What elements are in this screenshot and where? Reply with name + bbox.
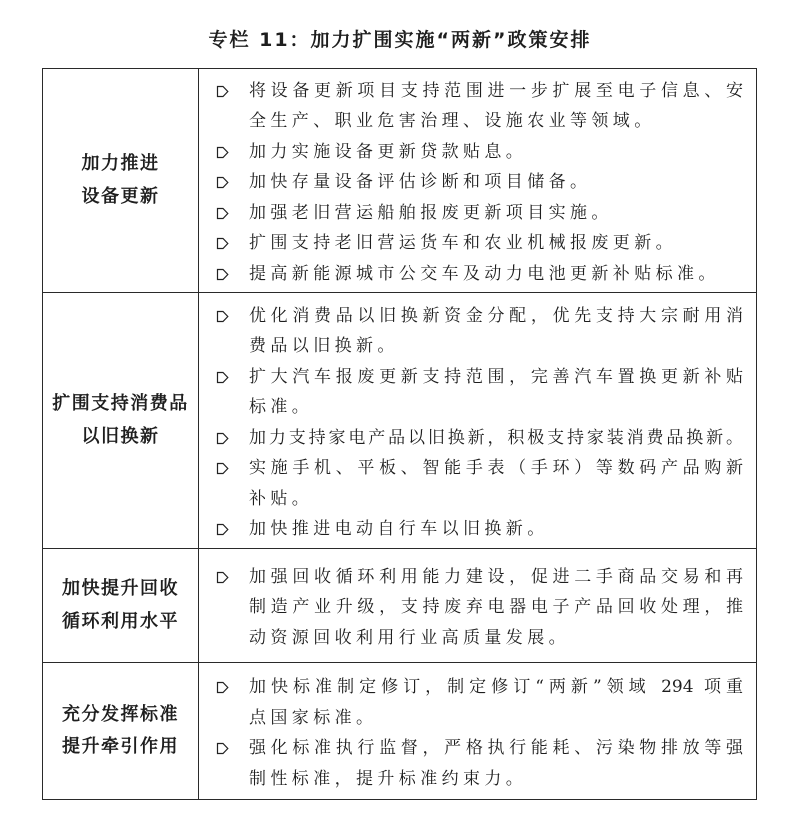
measure-item xyxy=(199,167,756,198)
arrow-bullet-icon xyxy=(216,268,229,281)
category-label-line: 加快提升回收 xyxy=(62,578,179,599)
measure-text-line: 扩围支持老旧营运货车和农业机械报废更新。 xyxy=(249,233,677,254)
arrow-bullet-icon xyxy=(216,176,229,189)
row-category-cell xyxy=(43,69,199,292)
measure-text-line: 提高新能源城市公交车及动力电池更新补贴标准。 xyxy=(249,263,720,284)
table-row xyxy=(43,69,756,292)
category-label-line: 循环利用水平 xyxy=(62,610,179,632)
arrow-bullet-icon xyxy=(216,310,229,323)
table-row xyxy=(43,292,756,548)
arrow-bullet-icon xyxy=(216,571,229,584)
measure-text-line: 标准。 xyxy=(249,397,314,417)
measure-text-line: 制造产业升级，支持废弃电器电子产品回收处理，推 xyxy=(249,597,743,618)
measure-text-line: 加强回收循环利用能力建设，促进二手商品交易和再 xyxy=(249,566,743,587)
measure-text-line: 补贴。 xyxy=(249,488,314,509)
category-label-line: 扩围支持消费品 xyxy=(52,393,189,414)
measure-text-line: 全生产、职业危害治理、设施农业等领域。 xyxy=(249,111,656,132)
arrow-bullet-icon xyxy=(216,681,229,694)
measure-text-line: 加快存量设备评估诊断和项目储备。 xyxy=(249,172,592,193)
table-row xyxy=(43,662,756,799)
measure-item xyxy=(199,733,756,794)
measures-list xyxy=(199,293,756,548)
arrow-bullet-icon xyxy=(216,462,229,475)
measure-item xyxy=(199,301,756,362)
arrow-bullet-icon xyxy=(216,85,229,98)
category-label-line: 以旧换新 xyxy=(81,425,160,447)
row-category-cell xyxy=(43,293,199,548)
measure-text-line: 实施手机、平板、智能手表（手环）等数码产品购新 xyxy=(249,458,743,478)
measure-item xyxy=(199,362,756,423)
measure-text-line: 制性标准，提升标准约束力。 xyxy=(249,768,528,789)
row-category-cell xyxy=(43,663,199,799)
category-label-line: 充分发挥标准 xyxy=(62,703,179,725)
measure-text-line: 加快标准制定修订，制定修订“两新”领域 294 项重 xyxy=(249,677,743,697)
measure-text-line: 点国家标准。 xyxy=(249,707,378,728)
measure-item xyxy=(199,259,756,290)
table-row xyxy=(43,548,756,662)
measures-list xyxy=(199,663,756,799)
measure-text-line: 强化标准执行监督，严格执行能耗、污染物排放等强 xyxy=(249,738,743,758)
measure-item xyxy=(199,228,756,259)
measure-text-line: 将设备更新项目支持范围进一步扩展至电子信息、安 xyxy=(249,80,743,101)
measure-text-line: 动资源回收利用行业高质量发展。 xyxy=(249,627,570,648)
page-title: 专栏 11：加力扩围实施“两新”政策安排 xyxy=(208,29,592,51)
category-label-line: 提升牵引作用 xyxy=(62,736,179,757)
measure-item xyxy=(199,453,756,514)
measure-text-line: 加力支持家电产品以旧换新，积极支持家装消费品换新。 xyxy=(249,427,743,448)
arrow-bullet-icon xyxy=(216,237,229,250)
measure-text-line: 费品以旧换新。 xyxy=(249,336,399,356)
arrow-bullet-icon xyxy=(216,371,229,384)
row-category-cell xyxy=(43,549,199,662)
arrow-bullet-icon xyxy=(216,146,229,159)
measure-text-line: 优化消费品以旧换新资金分配，优先支持大宗耐用消 xyxy=(249,305,743,326)
category-label-line: 设备更新 xyxy=(81,185,160,207)
arrow-bullet-icon xyxy=(216,432,229,445)
measure-item xyxy=(199,423,756,454)
measure-item xyxy=(199,76,756,137)
measure-item xyxy=(199,562,756,654)
measures-list xyxy=(199,549,756,662)
category-label-line: 加力推进 xyxy=(81,153,160,174)
policy-table xyxy=(42,68,757,800)
measure-text-line: 加强老旧营运船舶报废更新项目实施。 xyxy=(249,202,613,223)
arrow-bullet-icon xyxy=(216,742,229,755)
arrow-bullet-icon xyxy=(216,523,229,536)
measures-list xyxy=(199,69,756,292)
measure-item xyxy=(199,514,756,545)
measure-text-line: 加力实施设备更新贷款贴息。 xyxy=(249,141,528,162)
measure-text-line: 扩大汽车报废更新支持范围，完善汽车置换更新补贴 xyxy=(249,366,743,387)
measure-item xyxy=(199,137,756,168)
measure-item xyxy=(199,198,756,229)
arrow-bullet-icon xyxy=(216,207,229,220)
measure-item xyxy=(199,672,756,733)
measure-text-line: 加快推进电动自行车以旧换新。 xyxy=(249,519,549,539)
